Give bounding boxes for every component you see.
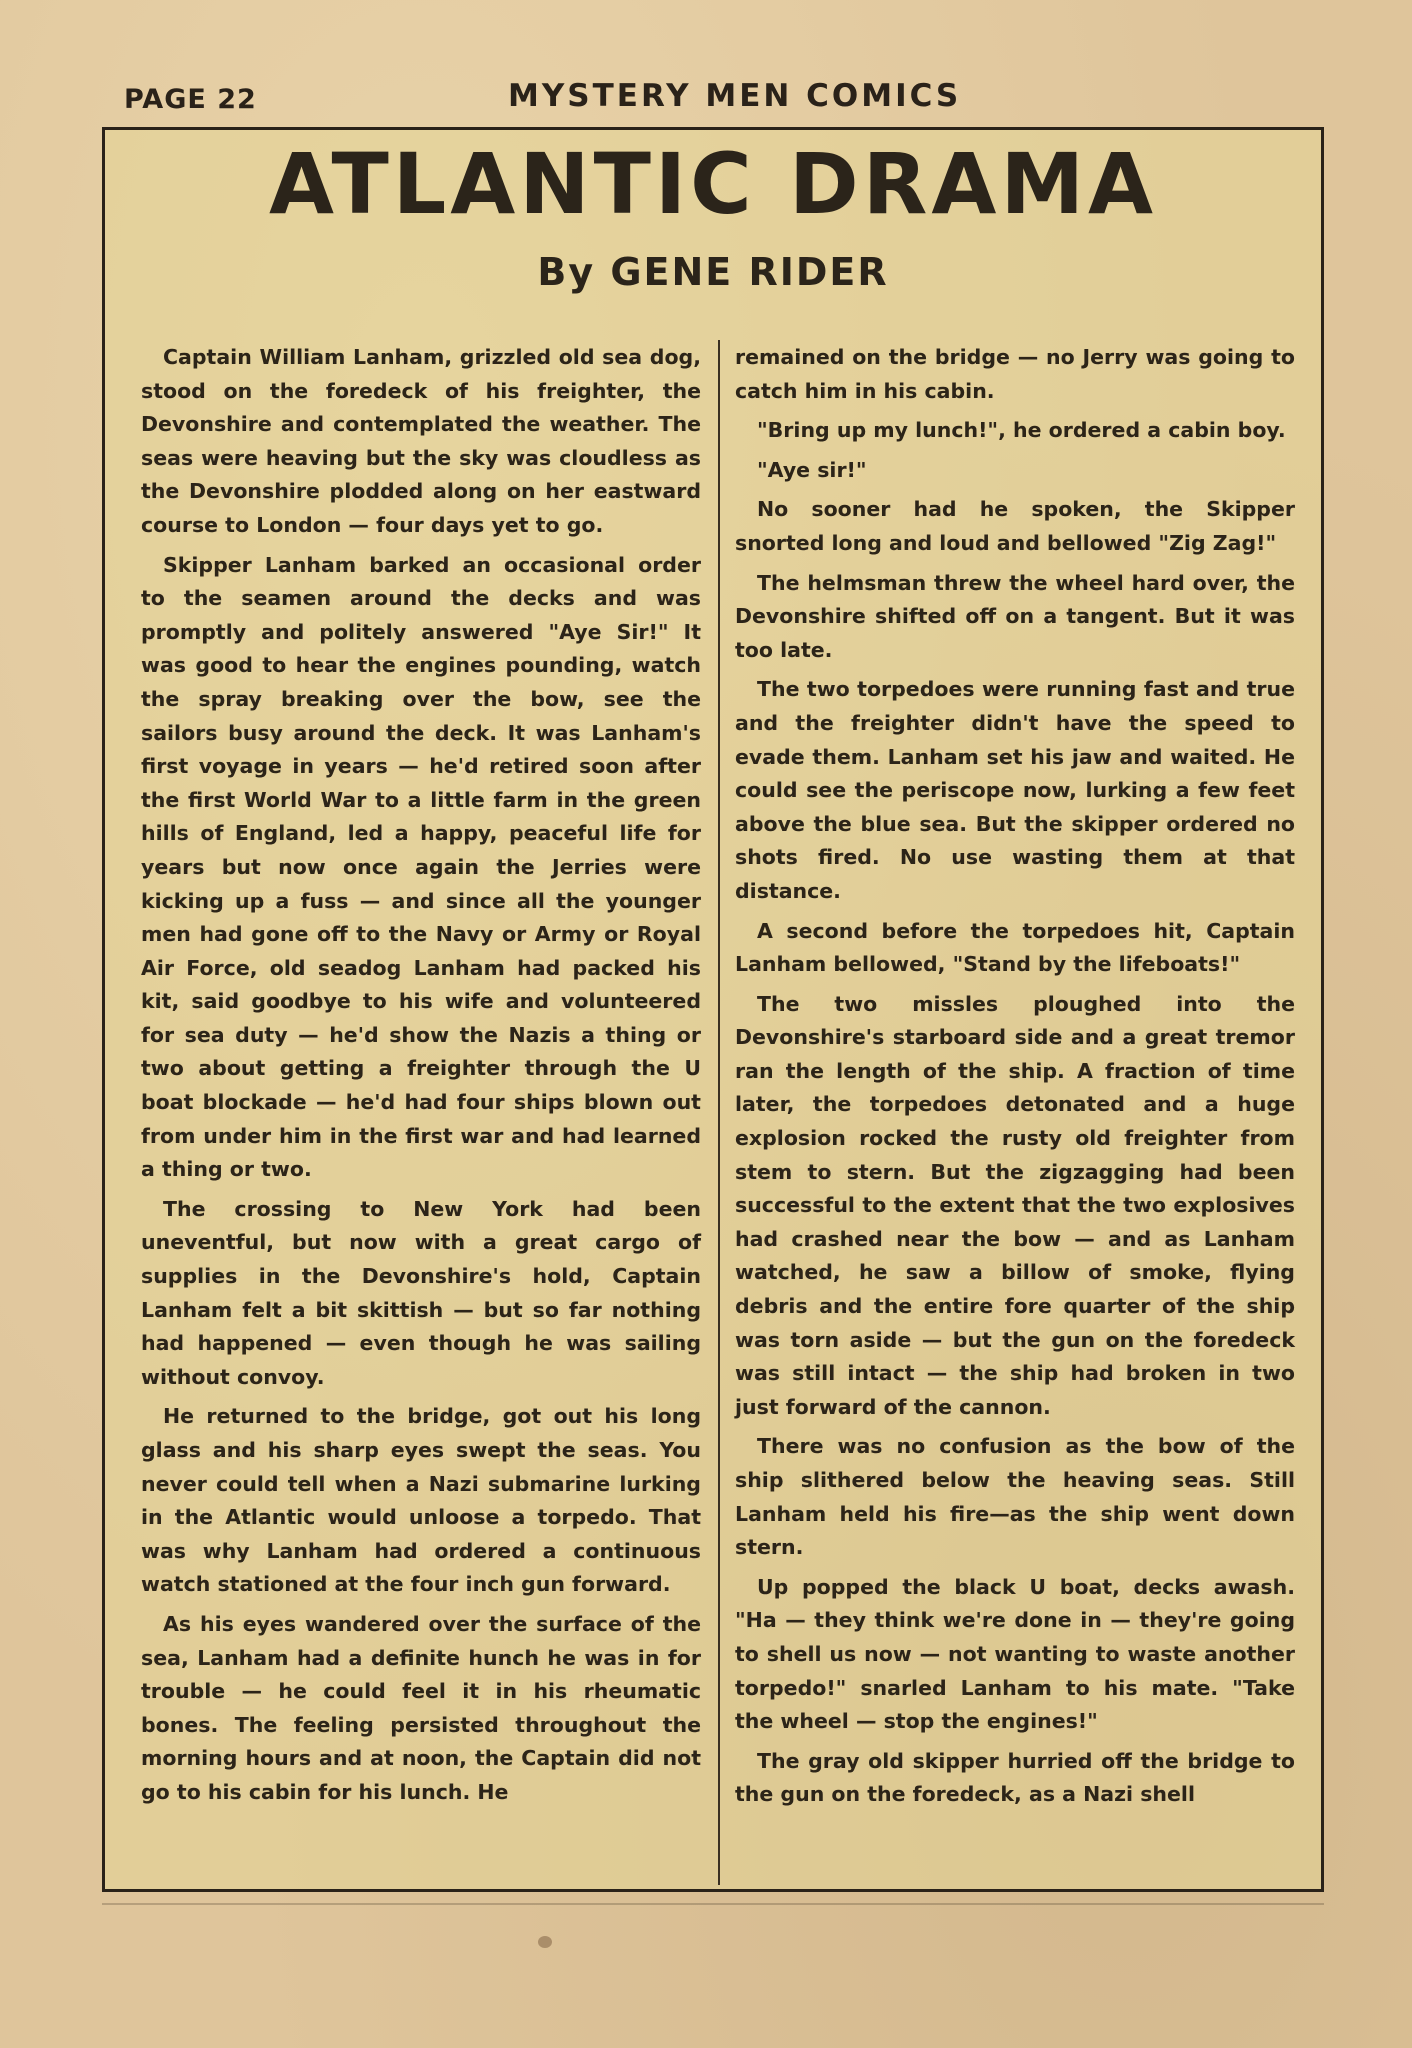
running-header <box>124 78 1324 118</box>
column-divider <box>718 340 720 1885</box>
paragraph: A second before the torpedoes hit, Captain Lanham bellowed, "Stand by the lifeboats!" <box>735 918 1295 977</box>
paragraph: The two torpedoes were running fast and true and the freighter didn't have the speed to evade them. Lanham set his jaw and waited. He could see the periscope now, lurking a few feet above the blue sea. But the skipper ordered no shots fired. No use wasting them at that distance. <box>735 677 1295 903</box>
paragraph: He returned to the bridge, got out his long glass and his sharp eyes swept the seas. You never could tell when a Nazi submarine lurking in the Atlantic would unloose a torpedo. That was why Lanham had ordered a continuous watch stationed at the four inch gun forward. <box>141 1404 701 1597</box>
page-number: PAGE 22 <box>124 84 257 115</box>
paragraph: The two missles ploughed into the Devonshire's starboard side and a great tremor ran the length of the ship. A fraction of time later, the torpedoes detonated and a huge explosion rocked the rusty old freighter from stem to stern. But the zigzagging had been successful to the extent that the two explosives had crashed near the bow — and as Lanham watched, he saw a billow of smoke, flying debris and the entire fore quarter of the ship was torn aside — but the gun on the foredeck was still intact — the ship had broken in two just forward of the cannon. <box>735 991 1295 1419</box>
publication-title: MYSTERY MEN COMICS <box>508 78 962 114</box>
paragraph: The crossing to New York had been uneventful, but now with a great cargo of supplies in the Devonshire's hold, Captain Lanham felt a bit skittish — but so far nothing had happened — even though he was sailing without convoy. <box>141 1196 701 1389</box>
paragraph: Skipper Lanham barked an occasional order to the seamen around the decks and was promptly and politely answered "Aye Sir!" It was good to hear the engines pounding, watch the spray breaking over the bow, see the sailors busy around the deck. It was Lanham's first voyage in years — he'd retired soon after the first World War to a little farm in the green hills of England, led a happy, peaceful life for years but now once again the Jerries were kicking up a fuss — and since all the younger men had gone off to the Navy or Army or Royal Air Force, old seadog Lanham had packed his kit, said goodbye to his wife and volunteered for sea duty — he'd show the Nazis a thing or two about getting a freighter through the U boat blockade — he'd had four ships blown out from under him in the first war and had learned a thing or two. <box>141 552 701 1182</box>
article-title: ATLANTIC DRAMA <box>268 135 1158 233</box>
left-column <box>141 341 701 1816</box>
page-fold-line <box>102 1903 1324 1905</box>
paragraph: The gray old skipper hurried off the bridge to the gun on the foredeck, as a Nazi shell <box>735 1748 1295 1807</box>
paragraph: As his eyes wandered over the surface of the sea, Lanham had a definite hunch he was in for trouble — he could feel it in his rheumatic bones. The feeling persisted throughout the morning hours and at noon, the Captain did not go to his cabin for his lunch. He <box>141 1611 701 1804</box>
paragraph: There was no confusion as the bow of the ship slithered below the heaving seas. Still Lanham held his fire—as the ship went down stern. <box>735 1434 1295 1560</box>
paragraph: The helmsman threw the wheel hard over, the Devonshire shifted off on a tangent. But it was too late. <box>735 570 1295 662</box>
paragraph: "Aye sir!" <box>757 457 867 482</box>
article-byline: By GENE RIDER <box>537 250 889 294</box>
paragraph-continuation: remained on the bridge — no Jerry was going to catch him in his cabin. <box>735 345 1295 403</box>
right-column <box>735 341 1295 1818</box>
paragraph: No sooner had he spoken, the Skipper snorted long and loud and bellowed "Zig Zag!" <box>735 497 1295 555</box>
paragraph: Up popped the black U boat, decks awash. "Ha — they think we're done in — they're going to shell us now — not wanting to waste another torpedo!" snarled Lanham to his mate. "Take the wheel — stop the engines!" <box>735 1574 1295 1734</box>
paragraph: "Bring up my lunch!", he ordered a cabin boy. <box>757 418 1286 443</box>
article-frame <box>102 127 1324 1892</box>
paragraph: Captain William Lanham, grizzled old sea dog, stood on the foredeck of his freighter, the Devonshire and contemplated the weather. The seas were heaving but the sky was cloudless as the Devonshire plodded along on her eastward course to London — four days yet to go. <box>141 345 701 537</box>
ink-smudge <box>538 1936 552 1948</box>
